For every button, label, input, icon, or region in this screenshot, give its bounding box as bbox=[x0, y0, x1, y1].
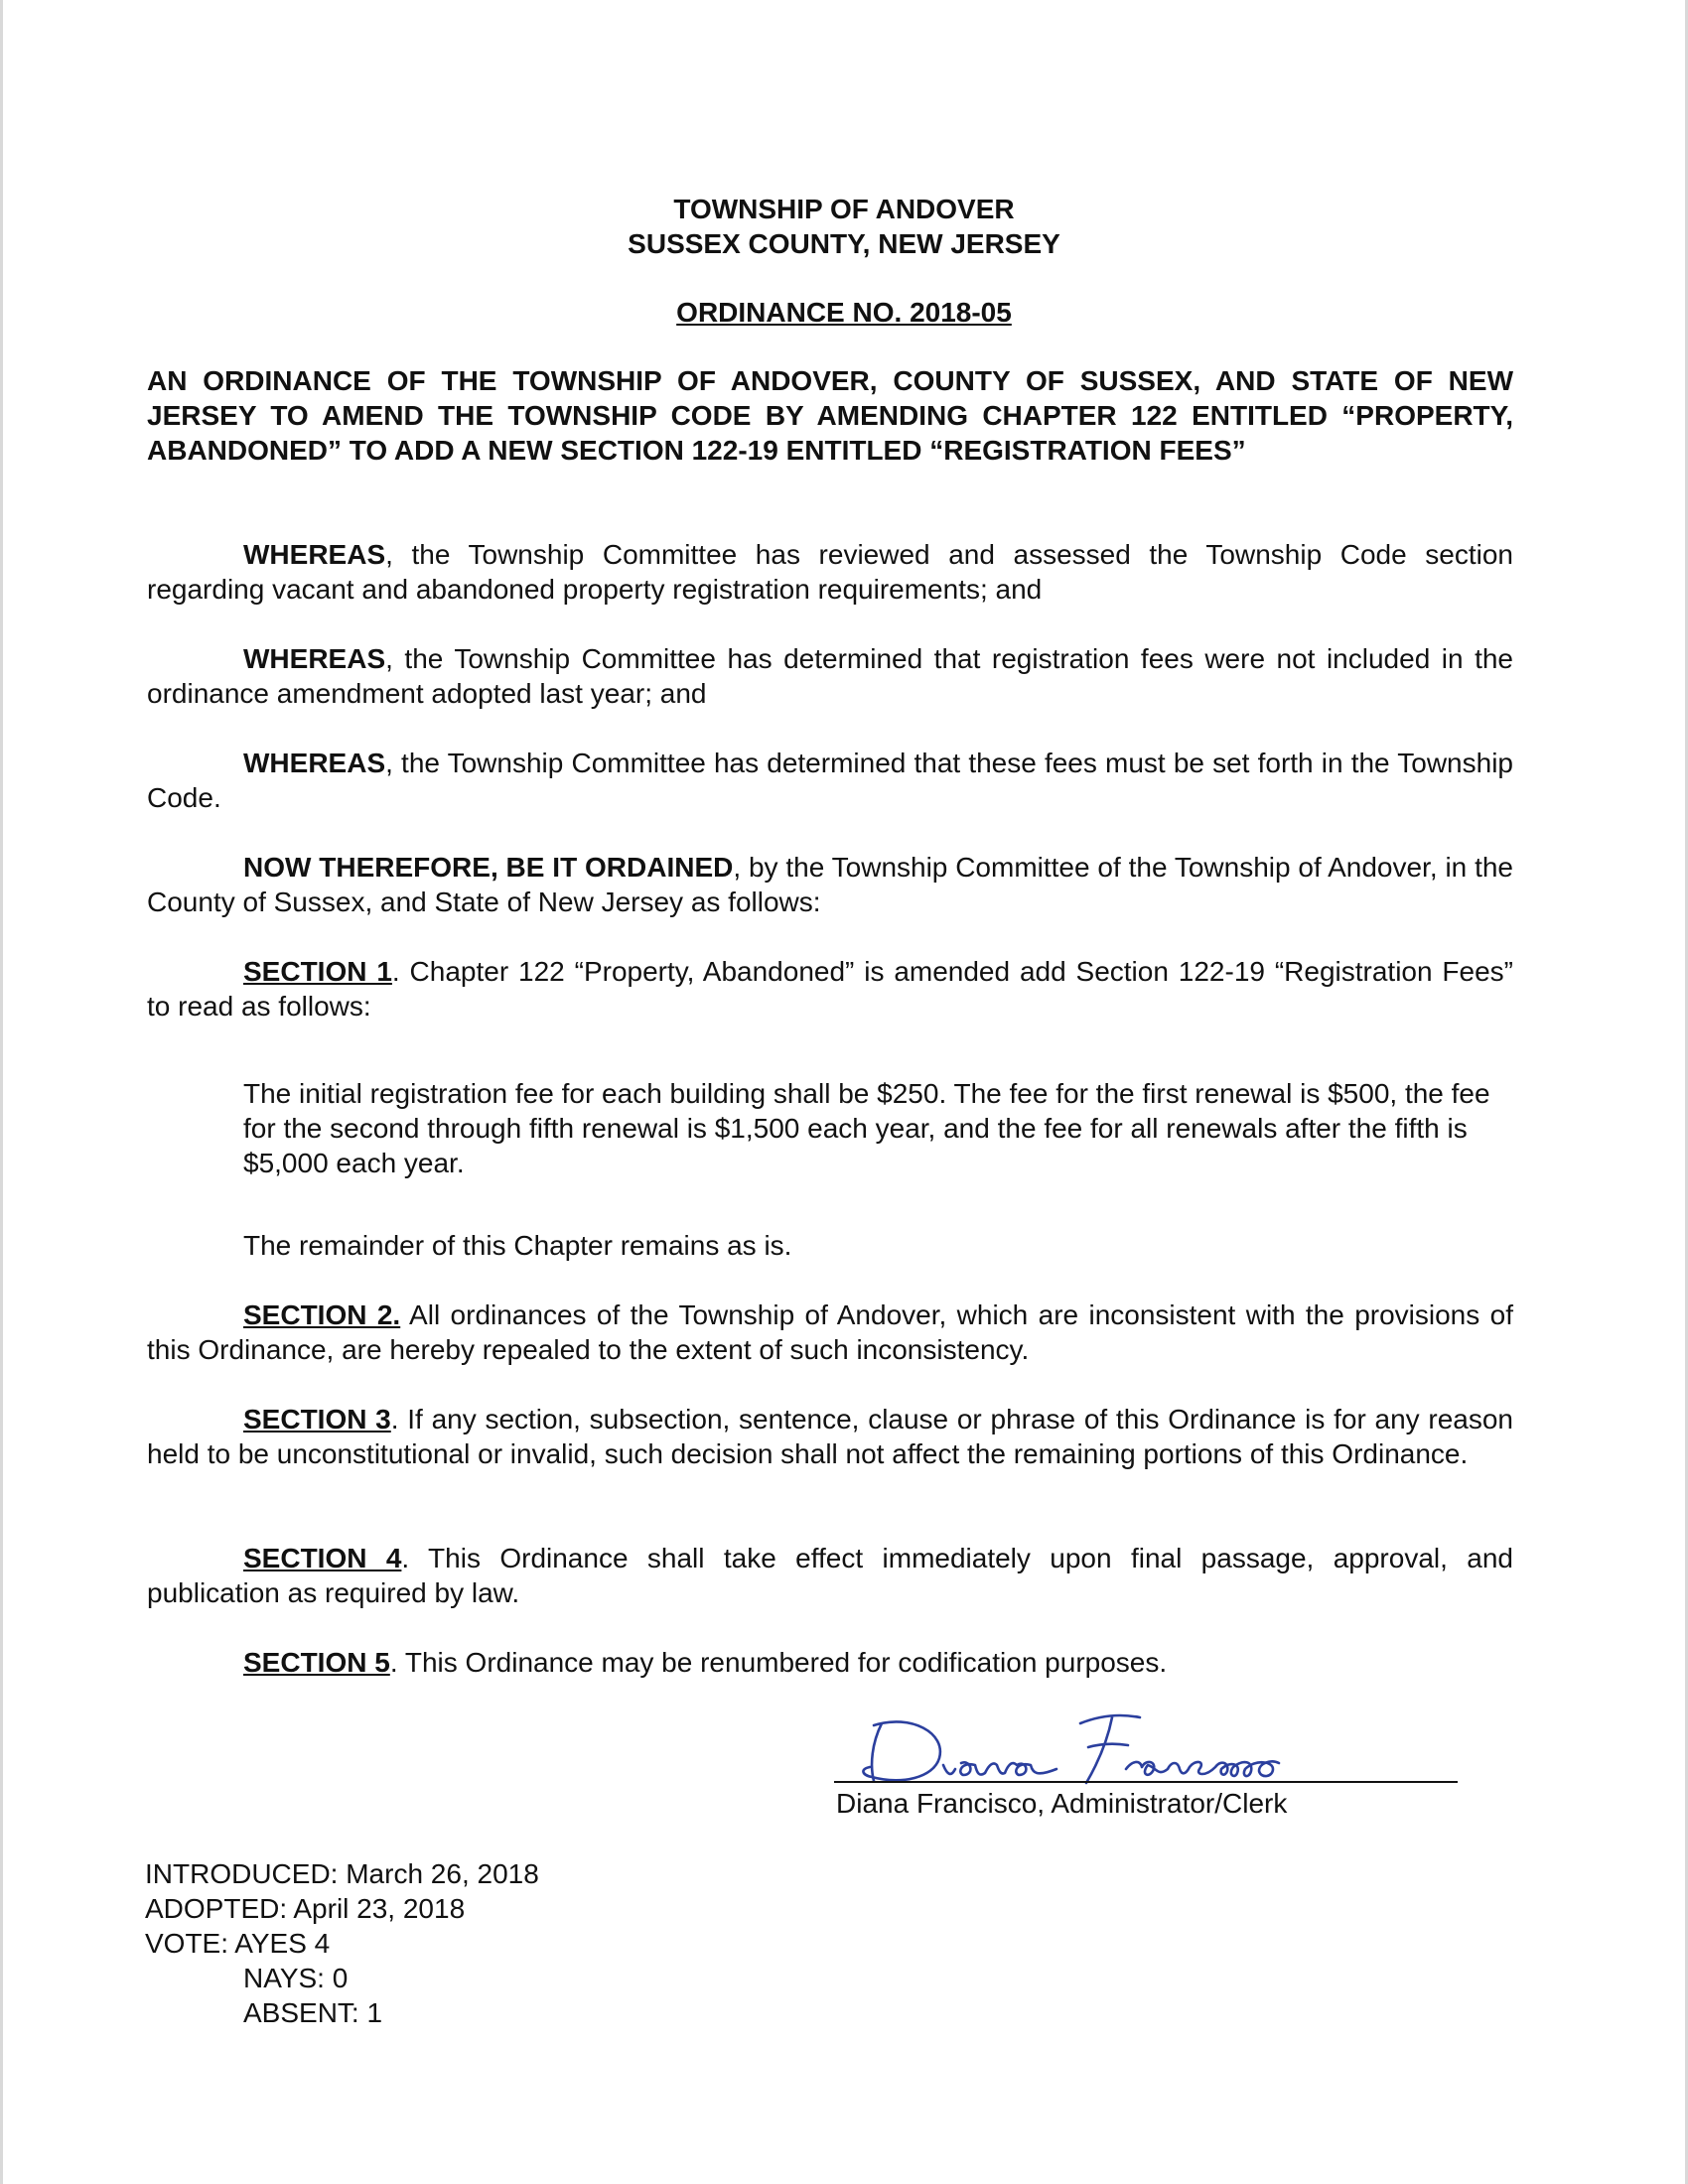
whereas-lead: WHEREAS bbox=[243, 643, 386, 674]
municipality-heading: TOWNSHIP OF ANDOVER bbox=[673, 194, 1015, 224]
whereas-text: , the Township Committee has determined that these fees must be set forth in the Township Code. bbox=[147, 748, 1513, 813]
section-punct: . bbox=[401, 1543, 410, 1573]
section-text: This Ordinance shall take effect immediately upon final passage, approval, and publication as required by law. bbox=[147, 1543, 1513, 1608]
section-4-paragraph bbox=[147, 1541, 1513, 1610]
vote-nays-text: NAYS: 0 bbox=[243, 1963, 349, 1993]
section-5-paragraph bbox=[147, 1645, 1513, 1680]
whereas-text: , the Township Committee has reviewed and assessed the Township Code section regarding vacant and abandoned property registration requirements; and bbox=[147, 539, 1513, 605]
section-punct: . bbox=[391, 956, 400, 987]
signature-line bbox=[834, 1781, 1458, 1783]
county-heading: SUSSEX COUNTY, NEW JERSEY bbox=[628, 228, 1060, 259]
introduced-date: INTRODUCED: March 26, 2018 bbox=[145, 1858, 539, 1889]
section-2-paragraph bbox=[147, 1297, 1513, 1367]
remainder-text: The remainder of this Chapter remains as is. bbox=[243, 1230, 792, 1261]
ordinance-number: ORDINANCE NO. 2018-05 bbox=[676, 297, 1012, 328]
section-label: SECTION 4 bbox=[243, 1543, 402, 1573]
signer-name-title: Diana Francisco, Administrator/Clerk bbox=[836, 1788, 1288, 1819]
adopted-date: ADOPTED: April 23, 2018 bbox=[145, 1893, 466, 1924]
section-text: This Ordinance may be renumbered for codification purposes. bbox=[397, 1647, 1168, 1678]
section-label: SECTION 1 bbox=[243, 956, 392, 987]
section-punct: . bbox=[390, 1404, 399, 1434]
whereas-lead: WHEREAS bbox=[243, 748, 386, 778]
vote-nays bbox=[145, 1961, 348, 1995]
section-label: SECTION 5 bbox=[243, 1647, 390, 1678]
ordained-paragraph bbox=[147, 850, 1513, 919]
section-text: All ordinances of the Township of Andover, which are inconsistent with the provisions of this Ordinance, are hereby repealed to the extent of such inconsistency. bbox=[147, 1299, 1513, 1365]
whereas-paragraph-1 bbox=[147, 537, 1513, 607]
section-label: SECTION 3 bbox=[243, 1404, 391, 1434]
vote-absent-text: ABSENT: 1 bbox=[243, 1997, 383, 2028]
whereas-paragraph-3 bbox=[147, 746, 1513, 815]
whereas-lead: WHEREAS bbox=[243, 539, 386, 570]
whereas-paragraph-2 bbox=[147, 641, 1513, 711]
vote-absent bbox=[145, 1995, 382, 2030]
ordained-lead: NOW THEREFORE, BE IT ORDAINED bbox=[243, 852, 734, 883]
handwritten-signature bbox=[852, 1704, 1368, 1793]
whereas-text: , the Township Committee has determined that registration fees were not included in the ordinance amendment adopted last year; and bbox=[147, 643, 1513, 709]
vote-ayes: VOTE: AYES 4 bbox=[145, 1928, 331, 1959]
amendment-text: The initial registration fee for each building shall be $250. The fee for the first renewal is $500, the fee for the second through fifth renewal is $1,500 each year, and the fee for all renewals after the fifth is $5,000 each year. bbox=[243, 1078, 1490, 1178]
ordinance-title: AN ORDINANCE OF THE TOWNSHIP OF ANDOVER, COUNTY OF SUSSEX, AND STATE OF NEW JERSEY TO AMEND THE TOWNSHIP CODE BY AMENDING CHAPTER 122 ENTITLED “PROPERTY, ABANDONED” TO ADD A NEW SECTION 122-19 ENTITLED “REGISTRATION FEES” bbox=[147, 365, 1513, 466]
section-text: Chapter 122 “Property, Abandoned” is amended add Section 122-19 “Registration Fees” to read as follows: bbox=[147, 956, 1514, 1022]
section-label: SECTION 2. bbox=[243, 1299, 401, 1330]
section-1-paragraph bbox=[147, 954, 1513, 1024]
section-text: If any section, subsection, sentence, clause or phrase of this Ordinance is for any reason held to be unconstitutional or invalid, such decision shall not affect the remaining portions of this Ordinance. bbox=[147, 1404, 1513, 1469]
section-punct: . bbox=[389, 1647, 398, 1678]
section-3-paragraph bbox=[147, 1402, 1513, 1471]
ordained-text: , by the Township Committee of the Township of Andover, in the County of Sussex, and State of New Jersey as follows: bbox=[147, 852, 1513, 917]
